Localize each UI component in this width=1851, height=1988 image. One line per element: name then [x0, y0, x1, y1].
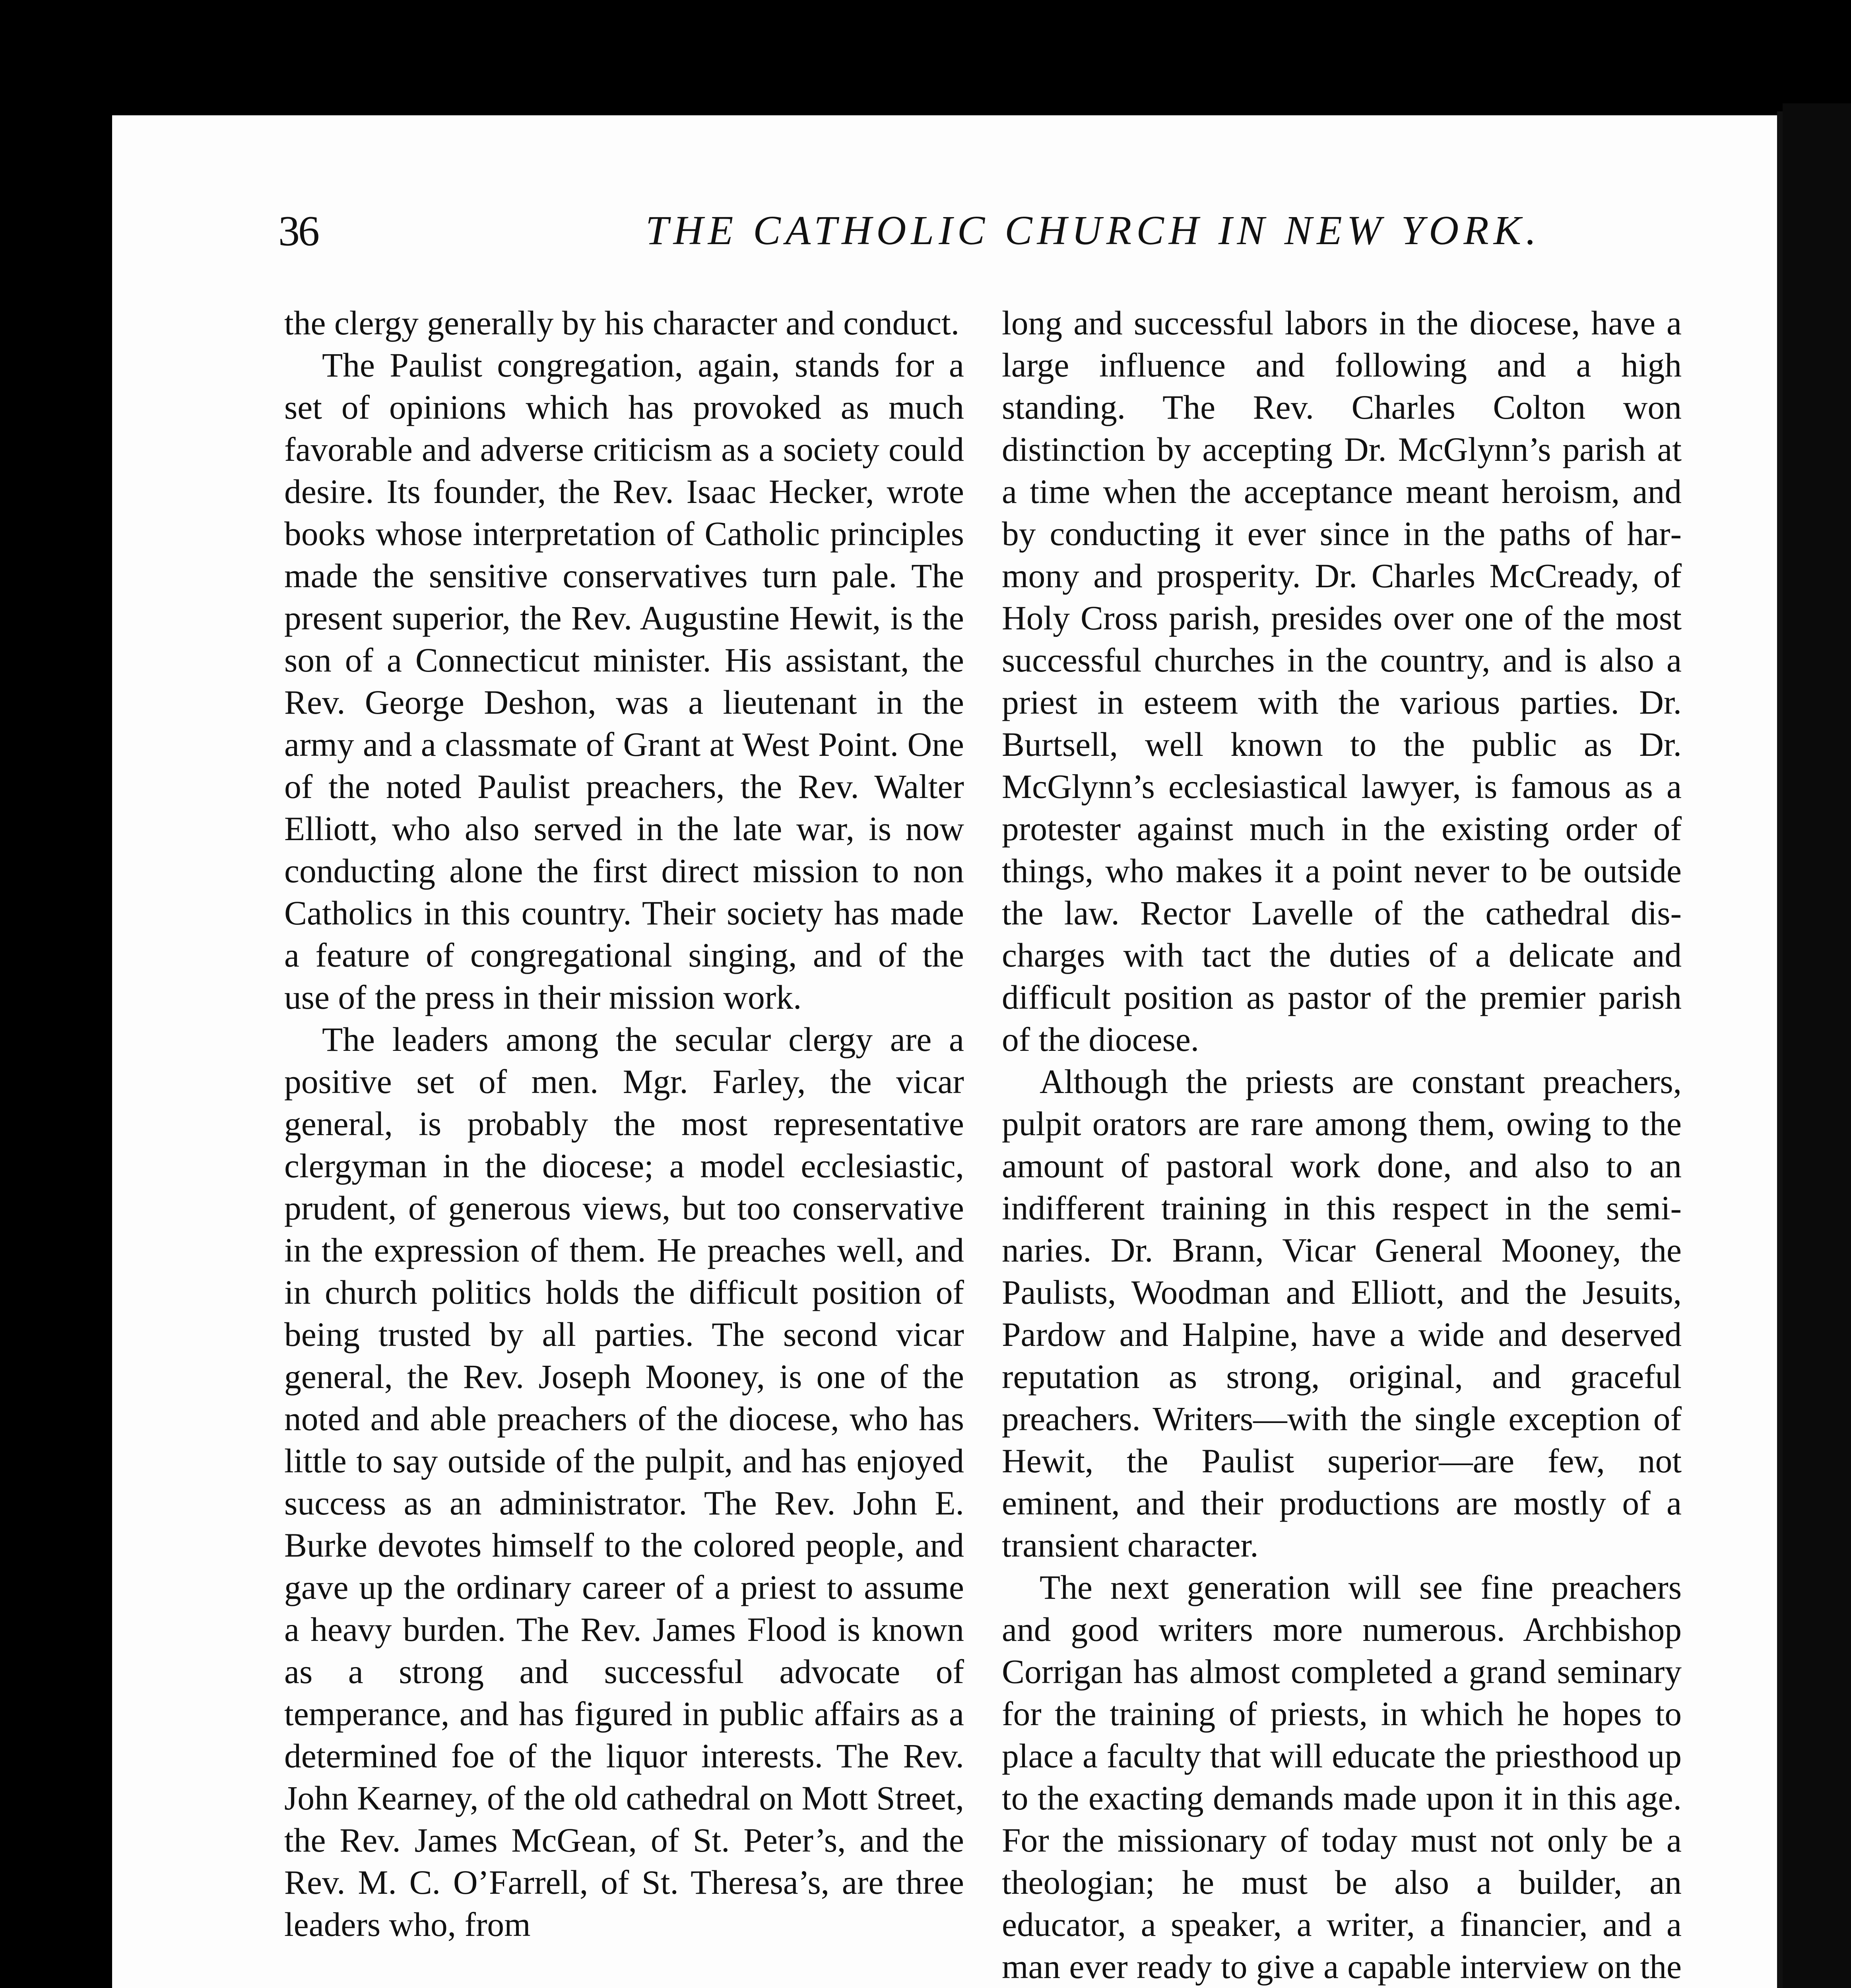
facing-page-edge: [1783, 103, 1851, 1988]
right-column: [1002, 302, 1682, 1988]
left-column: [284, 302, 964, 1946]
page-number: 36: [278, 208, 318, 255]
paragraph: long and successful labors in the diocese, have a large influence and following and a high standing. The Rev. Charles Colton won distinction by accepting Dr. McGlynn’s parish at a time when the acceptance meant heroism, and by conducting it ever since in the paths of harmony and prosperity. Dr. Charles McCready, of Holy Cross parish, presides over one of the most successful churches in the country, and is also a priest in esteem with the various parties. Dr. Burtsell, well known to the public as Dr. McGlynn’s ecclesiastical lawyer, is famous as a protester against much in the existing order of things, who makes it a point never to be outside the law. Rector Lavelle of the cathedral discharges with tact the duties of a delicate and difficult position as pastor of the premier parish of the diocese.: [1002, 305, 1682, 1058]
paragraph: Although the priests are constant preachers, pulpit orators are rare among them, owing to the amount of pastoral work done, and also to an indifferent training in this respect in the seminaries. Dr. Brann, Vicar General Mooney, the Paulists, Woodman and Elliott, and the Jesuits, Pardow and Halpine, have a wide and deserved reputation as strong, original, and graceful preachers. Writers—with the single exception of Hewit, the Paulist superior—are few, not eminent, and their productions are mostly of a transient character.: [1002, 1063, 1682, 1564]
page-gutter: [1777, 111, 1783, 1988]
paragraph: The Paulist congregation, again, stands for a set of opinions which has provoked as much favorable and adverse criticism as a society could desire. Its founder, the Rev. Isaac Hecker, wrote books whose interpretation of Catholic principles made the sensitive conservatives turn pale. The present superior, the Rev. Augustine Hewit, is the son of a Connecticut minister. His assistant, the Rev. George Deshon, was a lieutenant in the army and a classmate of Grant at West Point. One of the noted Paulist preachers, the Rev. Walter Elliott, who also served in the late war, is now conducting alone the first direct mission to non Catholics in this country. Their society has made a feature of congregational singing, and of the use of the press in their mission work.: [284, 347, 964, 1016]
paragraph: The next generation will see fine preachers and good writers more numerous. Archbishop Corrigan has almost completed a grand seminary for the training of priests, in which he hopes to place a faculty that will educate the priesthood up to the exacting demands made upon it in this age. For the missionary of today must not only be a theologian; he must be also a builder, an educator, a speaker, a writer, a financier, and a man ever ready to give a capable interview on the: [1002, 1569, 1682, 1986]
paragraph: The leaders among the secular clergy are a positive set of men. Mgr. Farley, the vicar general, is probably the most representative clergyman in the diocese; a model ecclesiastic, prudent, of generous views, but too conservative in the expression of them. He preaches well, and in church politics holds the difficult position of being trusted by all parties. The second vicar general, the Rev. Joseph Mooney, is one of the noted and able preachers of the diocese, who has little to say outside of the pulpit, and has enjoyed success as an administrator. The Rev. John E. Burke devotes himself to the colored people, and gave up the ordinary career of a priest to assume a heavy burden. The Rev. James Flood is known as a strong and successful advocate of temperance, and has figured in public affairs as a determined foe of the liquor interests. The Rev. John Kearney, of the old cathedral on Mott Street, the Rev. James McGean, of St. Peter’s, and the Rev. M. C. O’Farrell, of St. Theresa’s, are three leaders who, from: [284, 1021, 964, 1943]
paragraph: the clergy generally by his character and conduct.: [284, 305, 960, 342]
page-header: [278, 207, 1670, 262]
running-title: THE CATHOLIC CHURCH IN NEW YORK.: [645, 208, 1541, 253]
